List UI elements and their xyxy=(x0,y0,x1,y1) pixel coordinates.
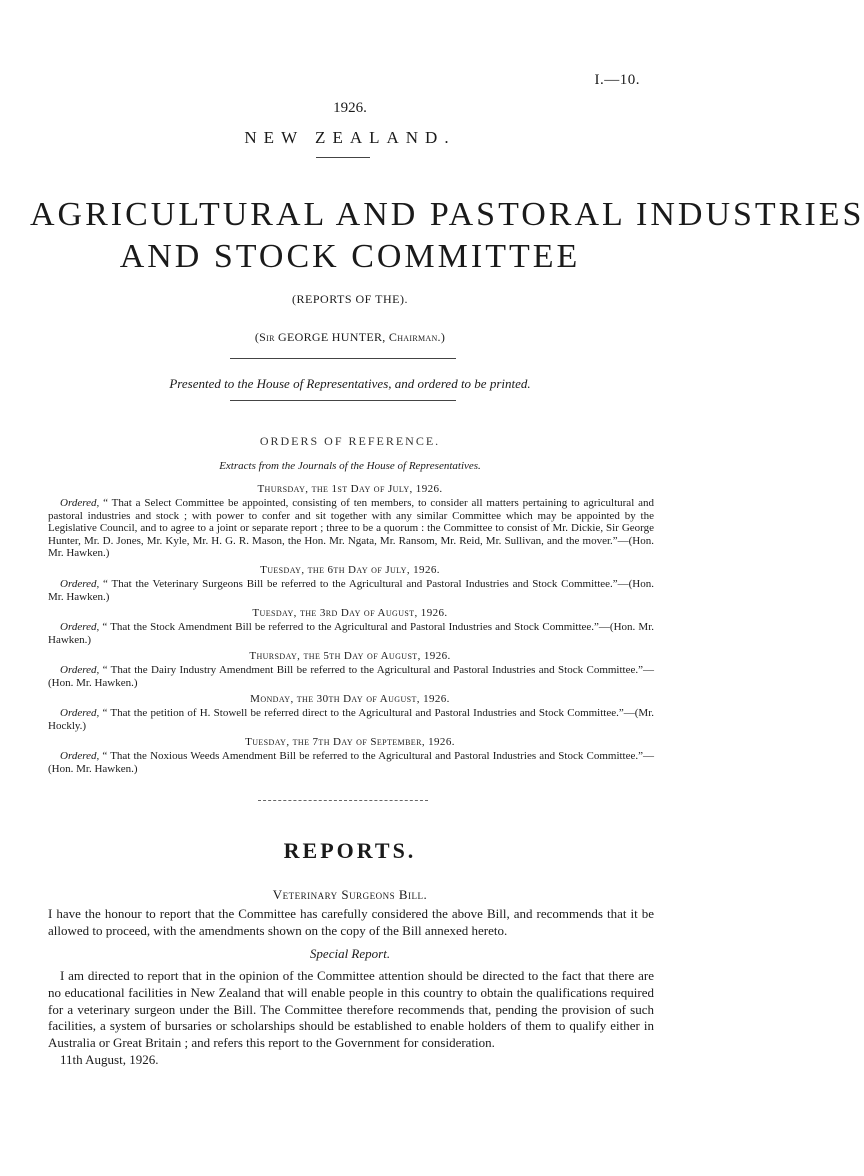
journal-extracts-line: Extracts from the Journals of the House of Representatives. xyxy=(219,460,481,472)
reports-heading: REPORTS. xyxy=(283,838,417,863)
report-intro: I have the honour to report that the Committee has carefully considered the above Bill, and recommends that it be allowed to proceed, with the amendments shown on the copy of the Bill annexed hereto. xyxy=(48,906,654,938)
document-reference: I.—10. xyxy=(594,72,640,88)
order-paragraph xyxy=(48,750,654,775)
order-date: Tuesday, the 7th Day of September, 1926. xyxy=(245,736,455,748)
ordered-label: Ordered, xyxy=(60,497,100,509)
order-paragraph xyxy=(48,707,654,732)
report-title-line-2: AND STOCK COMMITTEE xyxy=(119,238,581,275)
chairman-role: Chairman.) xyxy=(388,330,446,344)
order-text: “ That the Dairy Industry Amendment Bill be referred to the Agricultural and Pastoral Industries and Stock Committee.”—(Hon. Mr. Hawken.) xyxy=(48,664,654,689)
ordered-label: Ordered, xyxy=(60,707,100,719)
order-date: Thursday, the 5th Day of August, 1926. xyxy=(249,650,451,662)
chairman-line xyxy=(0,330,700,345)
report-subtitle: (REPORTS OF THE). xyxy=(292,292,408,306)
orders-of-reference-heading: ORDERS OF REFERENCE. xyxy=(259,434,441,448)
divider xyxy=(230,358,456,359)
presented-line: Presented to the House of Representatives, and ordered to be printed. xyxy=(169,376,531,391)
report-date: 11th August, 1926. xyxy=(60,1052,159,1067)
divider xyxy=(258,800,428,801)
special-report-text: I am directed to report that in the opinion of the Committee attention should be directed to the fact that there are no educational facilities in New Zealand that will enable people in this country to obtain the qualifications required for a veterinary surgeon under the Bill. The Committee therefore recommends that, pending the provision of such facilities, a system of bursaries or scholarships should be established to enable holders of them to qualify either in Australia or Great Britain ; and refers this report to the Government for consideration. xyxy=(48,968,654,1051)
order-paragraph xyxy=(48,664,654,689)
order-paragraph xyxy=(48,497,654,560)
order-text: “ That the Veterinary Surgeons Bill be referred to the Agricultural and Pastoral Industries and Stock Committee.”—(Hon. Mr. Hawken.) xyxy=(48,578,654,603)
document-year: 1926. xyxy=(333,100,367,116)
ordered-label: Ordered, xyxy=(60,750,100,762)
bill-heading: Veterinary Surgeons Bill. xyxy=(272,887,428,902)
divider xyxy=(230,400,456,401)
order-date: Tuesday, the 6th Day of July, 1926. xyxy=(260,564,440,576)
ordered-label: Ordered, xyxy=(60,621,100,633)
divider xyxy=(316,157,370,158)
country-heading: NEW ZEALAND. xyxy=(244,128,456,147)
chairman-name: (Sir GEORGE HUNTER, xyxy=(254,330,386,344)
order-text: “ That a Select Committee be appointed, consisting of ten members, to consider all matters pertaining to agricultural and pastoral industries and stock ; with power to confer and sit together with any similar Committee which may be appointed by the Legislative Council, and to agree to a joint or separate report ; three to be a quorum : the Committee to consist of Mr. Dickie, Sir George Hunter, Mr. D. Jones, Mr. Kyle, Mr. H. G. R. Mason, the Hon. Mr. Ngata, Mr. Ransom, Mr. Reid, Mr. Sullivan, and the mover.”—(Hon. Mr. Hawken.) xyxy=(48,497,655,560)
order-paragraph xyxy=(48,621,654,646)
special-report-heading: Special Report. xyxy=(309,946,391,961)
order-date: Thursday, the 1st Day of July, 1926. xyxy=(257,483,443,495)
ordered-label: Ordered, xyxy=(60,664,100,676)
order-text: “ That the petition of H. Stowell be referred direct to the Agricultural and Pastoral Industries and Stock Committee.”—(Mr. Hockly.) xyxy=(48,707,654,732)
report-title-line-1: AGRICULTURAL AND PASTORAL INDUSTRIES xyxy=(30,196,864,233)
order-paragraph xyxy=(48,578,654,603)
order-date: Monday, the 30th Day of August, 1926. xyxy=(250,693,450,705)
order-text: “ That the Noxious Weeds Amendment Bill be referred to the Agricultural and Pastoral Industries and Stock Committee.”—(Hon. Mr. Hawken.) xyxy=(48,750,655,775)
order-text: “ That the Stock Amendment Bill be referred to the Agricultural and Pastoral Industries and Stock Committee.”—(Hon. Mr. Hawken.) xyxy=(48,621,654,646)
order-date: Tuesday, the 3rd Day of August, 1926. xyxy=(252,607,448,619)
ordered-label: Ordered, xyxy=(60,578,100,590)
